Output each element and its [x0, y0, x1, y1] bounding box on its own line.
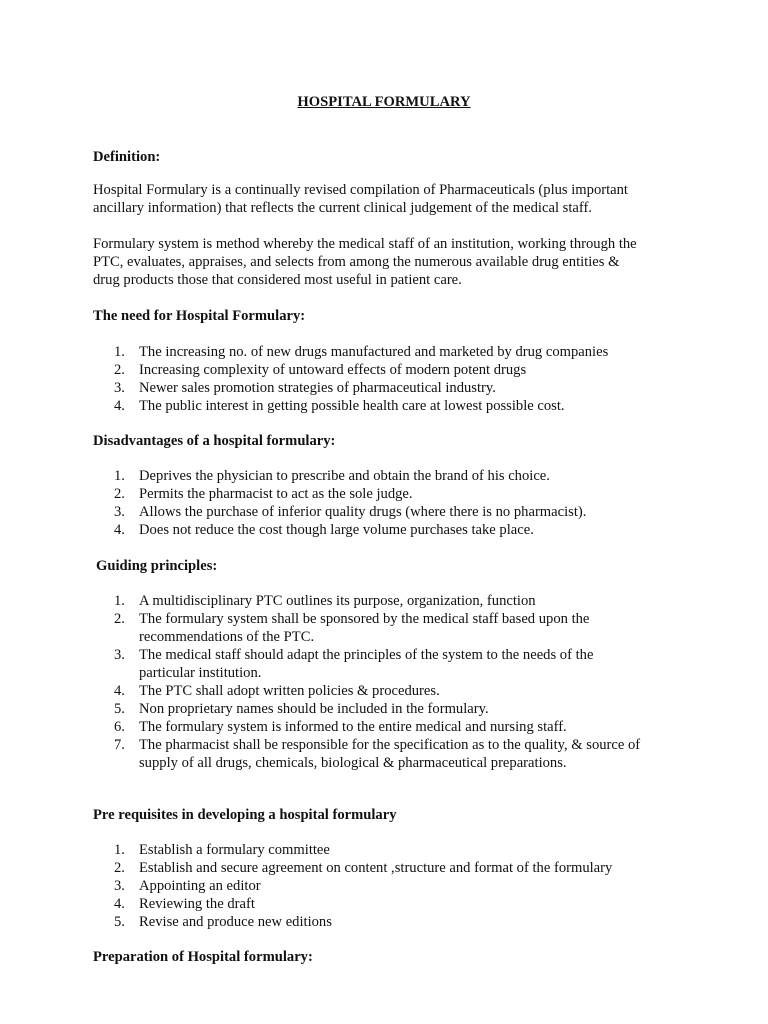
list-item-text: The pharmacist shall be responsible for the specification as to the quality, & source of — [139, 737, 641, 753]
text-line: drug products those that considered most useful in patient care. — [93, 272, 462, 288]
list-item-number: 1. — [114, 593, 125, 609]
list-item-text: The medical staff should adapt the principles of the system to the needs of the — [139, 647, 594, 663]
list-item-text: Newer sales promotion strategies of pharmaceutical industry. — [139, 380, 496, 396]
list-item-number: 4. — [114, 522, 125, 538]
list-item-text: Allows the purchase of inferior quality drugs (where there is no pharmacist). — [139, 504, 587, 520]
list-item-number: 3. — [114, 878, 125, 894]
list-item — [114, 646, 674, 682]
list-item-text: The formulary system shall be sponsored by the medical staff based upon the — [139, 611, 590, 627]
preparation-heading: Preparation of Hospital formulary: — [93, 949, 313, 965]
list-item-number: 2. — [114, 611, 125, 627]
list-item-text: Establish and secure agreement on content ,structure and format of the formulary — [139, 860, 613, 876]
text-line: Hospital Formulary is a continually revised compilation of Pharmaceuticals (plus important — [93, 182, 628, 198]
list-item — [114, 379, 674, 397]
list-item-number: 4. — [114, 683, 125, 699]
guiding-principles-heading: Guiding principles: — [96, 558, 218, 574]
list-item-number: 3. — [114, 647, 125, 663]
guiding-principles-list — [114, 592, 674, 772]
list-item-text: supply of all drugs, chemicals, biological & pharmaceutical preparations. — [139, 755, 567, 771]
list-item-number: 7. — [114, 737, 125, 753]
list-item — [114, 521, 674, 539]
list-item-number: 2. — [114, 486, 125, 502]
list-item — [114, 700, 674, 718]
list-item — [114, 485, 674, 503]
disadvantages-heading: Disadvantages of a hospital formulary: — [93, 433, 336, 449]
list-item-text: Revise and produce new editions — [139, 914, 332, 930]
list-item-text: Establish a formulary committee — [139, 842, 330, 858]
list-item-text: Deprives the physician to prescribe and obtain the brand of his choice. — [139, 468, 550, 484]
list-item-text: The PTC shall adopt written policies & procedures. — [139, 683, 440, 699]
list-item-text: Increasing complexity of untoward effects of modern potent drugs — [139, 362, 527, 378]
list-item — [114, 343, 674, 361]
list-item — [114, 610, 674, 646]
list-item — [114, 913, 674, 931]
list-item-number: 1. — [114, 344, 125, 360]
list-item-text: The increasing no. of new drugs manufactured and marketed by drug companies — [139, 344, 609, 360]
text-line: Formulary system is method whereby the medical staff of an institution, working through the — [93, 236, 637, 252]
list-item-number: 2. — [114, 362, 125, 378]
list-item — [114, 592, 674, 610]
list-item — [114, 397, 674, 415]
list-item-text: particular institution. — [139, 665, 262, 681]
prerequisites-heading: Pre requisites in developing a hospital formulary — [93, 807, 397, 823]
list-item-number: 1. — [114, 468, 125, 484]
list-item-text: Does not reduce the cost though large volume purchases take place. — [139, 522, 534, 538]
list-item — [114, 736, 674, 772]
list-item-text: Reviewing the draft — [139, 896, 255, 912]
definition-paragraph-1 — [93, 181, 683, 217]
need-heading: The need for Hospital Formulary: — [93, 308, 306, 324]
definition-paragraph-2 — [93, 235, 683, 289]
list-item-text: The formulary system is informed to the entire medical and nursing staff. — [139, 719, 567, 735]
list-item-text: recommendations of the PTC. — [139, 629, 315, 645]
list-item-text: Permits the pharmacist to act as the sole judge. — [139, 486, 413, 502]
list-item-text: Non proprietary names should be included in the formulary. — [139, 701, 489, 717]
list-item-number: 2. — [114, 860, 125, 876]
list-item-number: 6. — [114, 719, 125, 735]
list-item — [114, 895, 674, 913]
document-title: HOSPITAL FORMULARY — [297, 94, 471, 110]
list-item-number: 1. — [114, 842, 125, 858]
definition-heading: Definition: — [93, 149, 161, 165]
list-item-text: Appointing an editor — [139, 878, 261, 894]
list-item-text: A multidisciplinary PTC outlines its purpose, organization, function — [139, 593, 536, 609]
list-item-number: 4. — [114, 398, 125, 414]
list-item-number: 5. — [114, 914, 125, 930]
prerequisites-list — [114, 841, 674, 931]
text-line: ancillary information) that reflects the current clinical judgement of the medical staff. — [93, 200, 592, 216]
list-item-number: 5. — [114, 701, 125, 717]
list-item-number: 4. — [114, 896, 125, 912]
list-item — [114, 877, 674, 895]
disadvantages-list — [114, 467, 674, 539]
need-list — [114, 343, 674, 415]
list-item — [114, 361, 674, 379]
list-item — [114, 467, 674, 485]
text-line: PTC, evaluates, appraises, and selects from among the numerous available drug entities & — [93, 254, 620, 270]
list-item — [114, 503, 674, 521]
list-item-number: 3. — [114, 380, 125, 396]
list-item — [114, 682, 674, 700]
list-item-number: 3. — [114, 504, 125, 520]
list-item — [114, 841, 674, 859]
list-item — [114, 859, 674, 877]
list-item — [114, 718, 674, 736]
list-item-text: The public interest in getting possible health care at lowest possible cost. — [139, 398, 565, 414]
